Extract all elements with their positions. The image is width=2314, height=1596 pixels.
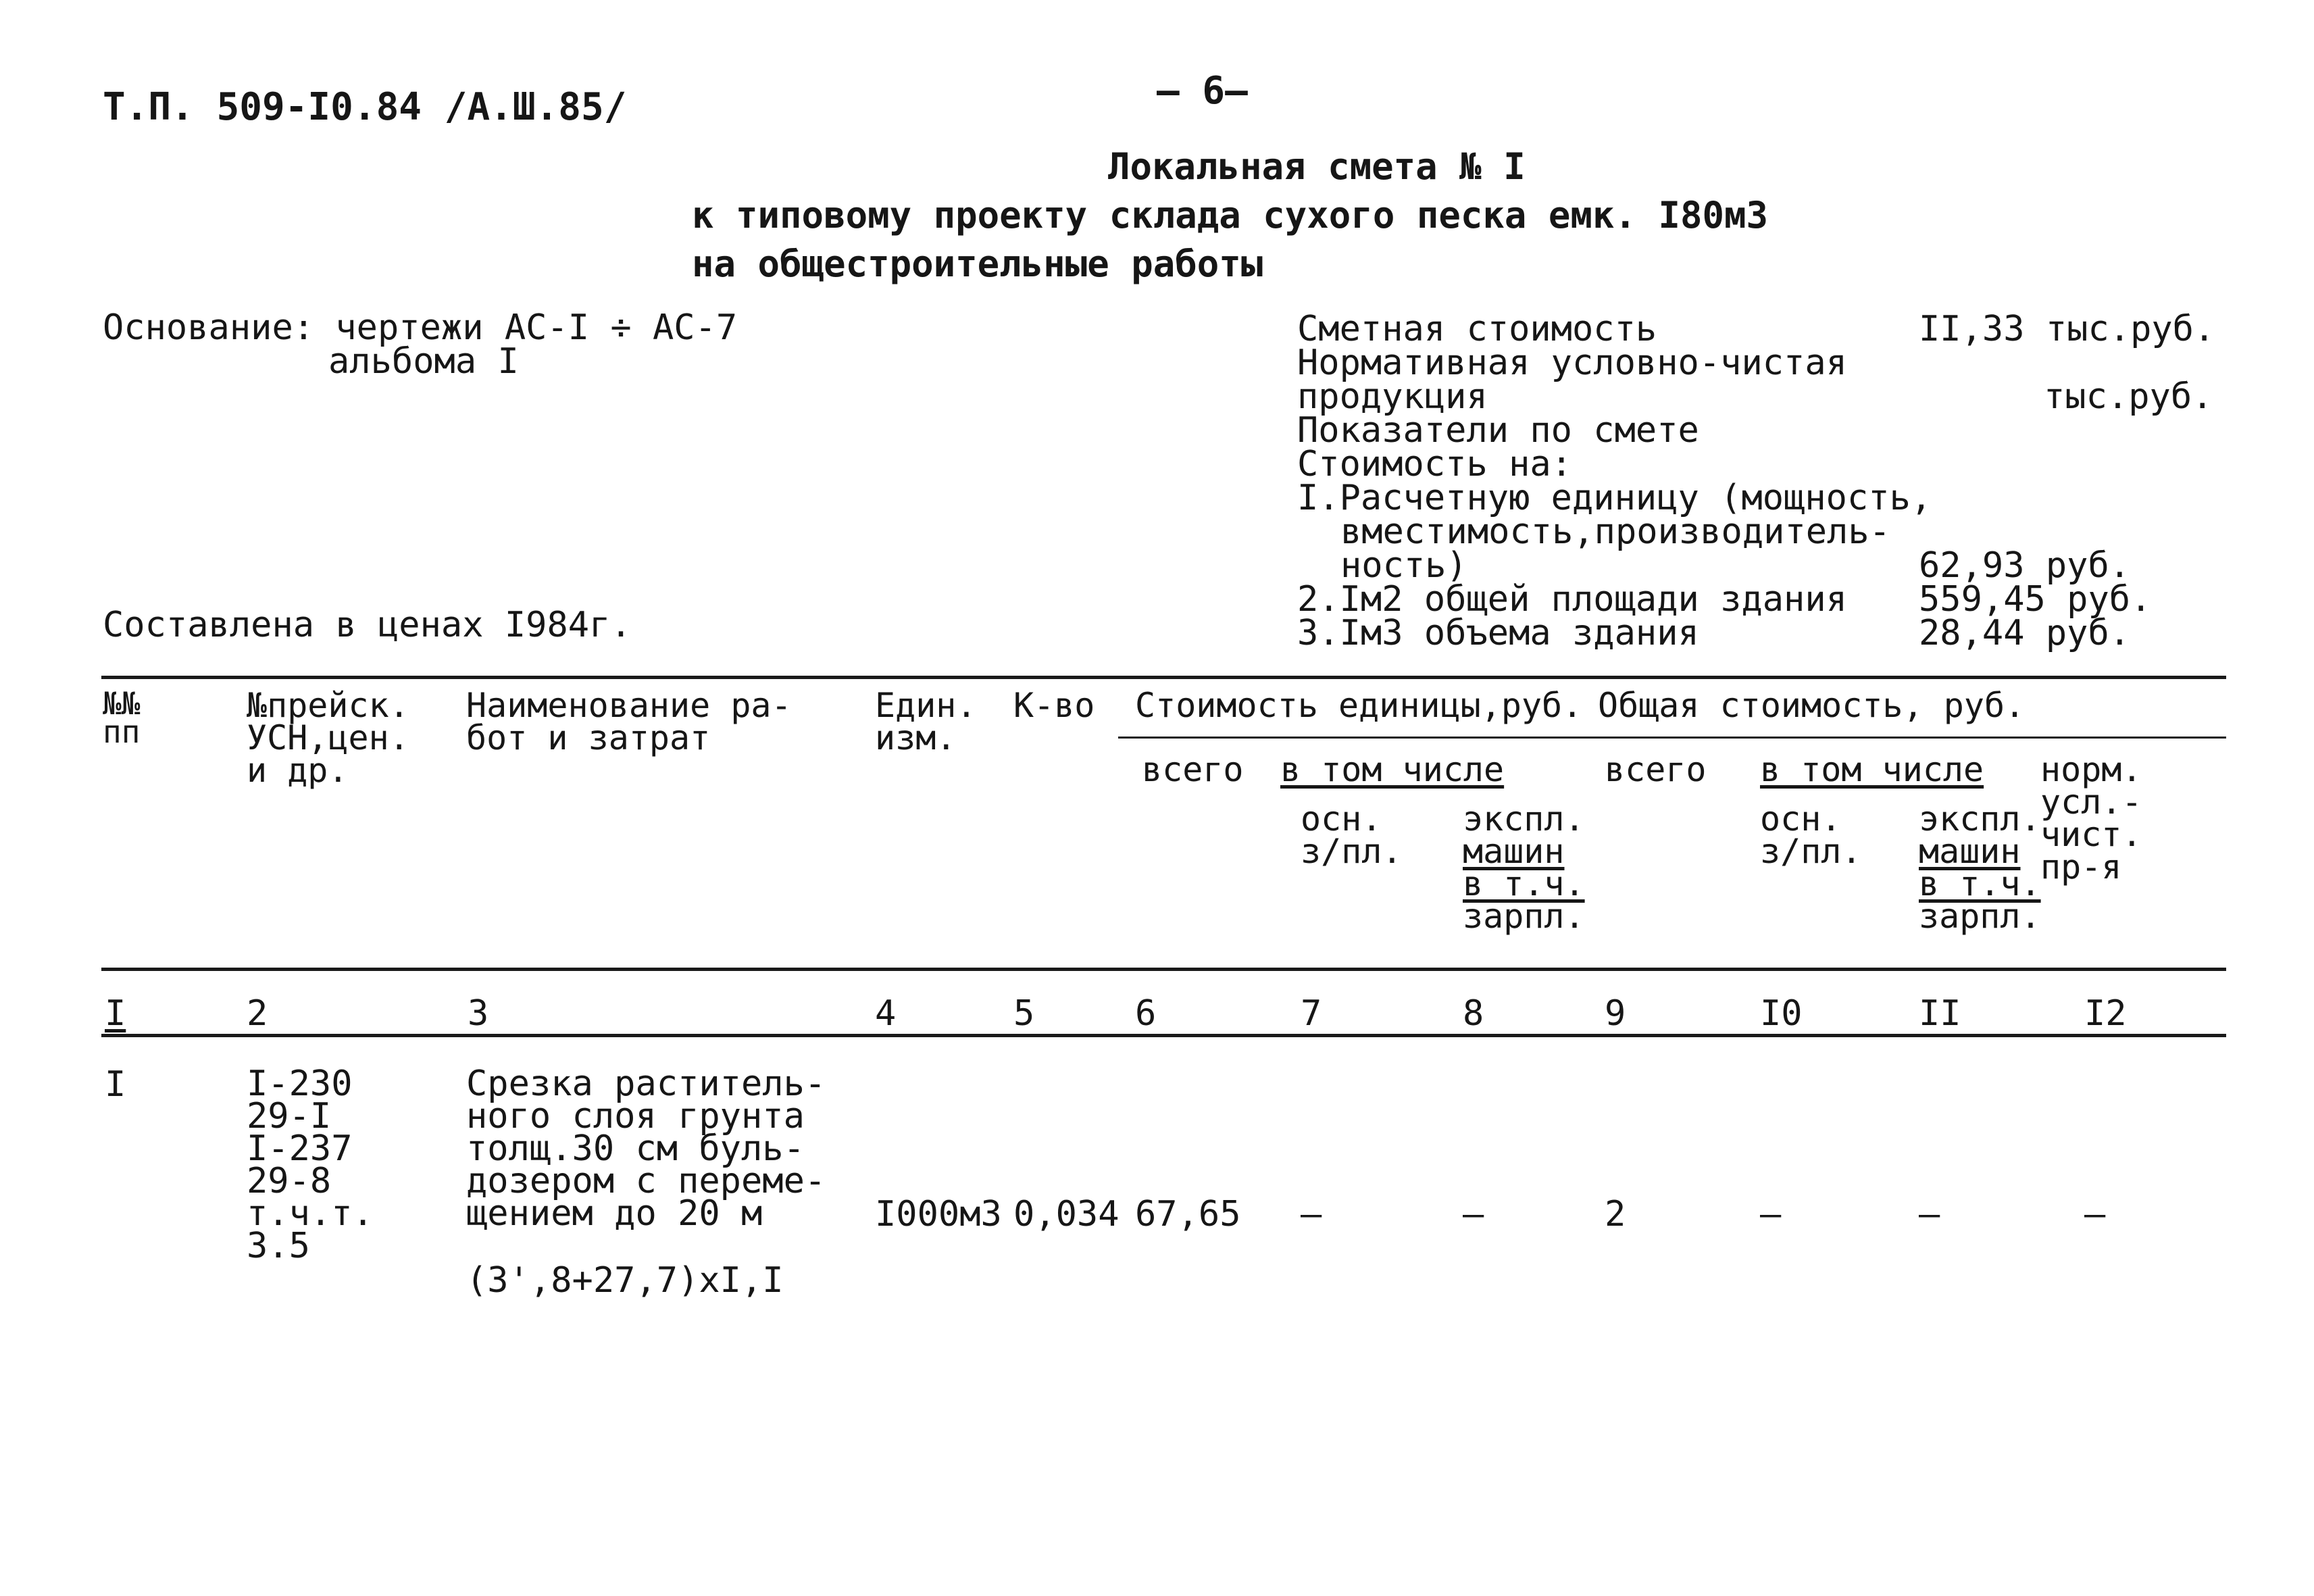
column-number-4: 4 (875, 993, 897, 1034)
row-unit-total: 67,65 (1135, 1194, 1241, 1235)
row-quantity: 0,034 (1013, 1194, 1120, 1235)
page-number: — 6— (1157, 69, 1248, 113)
indicator-1-line-2: вместимость,производитель- (1340, 512, 1890, 552)
header-work-name: Наименование ра- бот и затрат (466, 686, 792, 757)
column-number-10: I0 (1760, 993, 1803, 1034)
normative-label: Нормативная условно-чистая (1297, 343, 1847, 383)
row-total-machines: – (1919, 1194, 1940, 1235)
header-unit-cost-group: Стоимость единицы,руб. (1135, 686, 1583, 725)
basis-line-1: Основание: чертежи АС-I ÷ АС-7 (103, 307, 738, 348)
column-number-1: I (105, 993, 126, 1034)
row-normative: – (2084, 1194, 2106, 1235)
header-unit: Един. изм. (875, 686, 977, 757)
indicator-2-label: 2.Iм2 общей площади здания (1297, 579, 1847, 620)
header-total-machines-2: машин (1919, 832, 2021, 871)
basis-line-2: альбома I (328, 341, 519, 382)
estimated-cost-label: Сметная стоимость (1297, 309, 1657, 349)
row-unit-wage: – (1301, 1194, 1322, 1235)
row-total-wage: – (1760, 1194, 1782, 1235)
column-number-9: 9 (1605, 993, 1626, 1034)
cost-per-label: Стоимость на: (1297, 444, 1572, 484)
column-number-3: 3 (468, 993, 489, 1034)
header-unit-machines-2: машин (1463, 832, 1565, 871)
column-number-8: 8 (1463, 993, 1484, 1034)
indicator-1-line-3: ность) (1340, 545, 1467, 586)
header-quantity: К-во (1013, 686, 1095, 725)
column-number-5: 5 (1013, 993, 1035, 1034)
document-subtitle-2: на общестроительные работы (692, 243, 1263, 285)
indicator-2-value: 559,45 руб. (1919, 579, 2152, 620)
header-normative: норм. усл.- чист. пр-я (2040, 750, 2142, 887)
column-number-12: I2 (2084, 993, 2127, 1034)
document-code: Т.П. 509-I0.84 /А.Ш.85/ (103, 85, 627, 129)
header-unit-machines-3: в т.ч. (1463, 864, 1585, 903)
header-total-machines-3: в т.ч. (1919, 864, 2041, 903)
column-number-11: II (1919, 993, 1961, 1034)
indicators-label: Показатели по смете (1297, 410, 1699, 451)
row-number: I (105, 1064, 126, 1105)
indicator-3-label: 3.Iм3 объема здания (1297, 613, 1699, 653)
price-basis-note: Составлена в ценах I984г. (103, 605, 632, 645)
estimated-cost-value: II,33 тыс.руб. (1919, 309, 2215, 349)
header-total-machines: экспл. (1919, 799, 2041, 839)
header-bottom-rule (101, 968, 2226, 971)
header-price-reference: №прейск. УСН,цен. и др. (247, 686, 409, 790)
document-subtitle: к типовому проекту склада сухого песка емк. I80м3 (692, 194, 1769, 236)
header-unit-wage: осн. з/пл. (1301, 799, 1403, 871)
normative-value: тыс.руб. (2044, 376, 2213, 417)
header-unit-incl: в том числе (1280, 750, 1505, 789)
row-work-name: Срезка раститель- ного слоя грунта толщ.30 см буль- дозером с переме- щением до 20 м (466, 1064, 826, 1234)
row-price-reference: I-230 29-I I-237 29-8 т.ч.т. 3.5 (247, 1064, 374, 1266)
header-total-total: всего (1605, 750, 1707, 789)
column-number-7: 7 (1301, 993, 1322, 1034)
header-total-machines-4: зарпл. (1919, 897, 2041, 936)
indicator-1-line-1: I.Расчетную единицу (мощность, (1297, 478, 1932, 518)
row-unit: I000м3 (875, 1194, 1002, 1235)
table-top-rule (101, 676, 2226, 679)
indicator-3-value: 28,44 руб. (1919, 613, 2131, 653)
row-formula: (3',8+27,7)хI,I (466, 1260, 784, 1301)
column-numbers-rule (101, 1034, 2226, 1037)
column-number-2: 2 (247, 993, 268, 1034)
header-total-wage: осн. з/пл. (1760, 799, 1862, 871)
document-title: Локальная смета № I (1108, 145, 1526, 188)
header-row-number: №№ пп (103, 685, 141, 750)
header-total-cost-group: Общая стоимость, руб. (1598, 686, 2026, 725)
header-unit-total: всего (1142, 750, 1244, 789)
normative-label-2: продукция (1297, 376, 1488, 417)
header-total-incl: в том числе (1760, 750, 1984, 789)
column-number-6: 6 (1135, 993, 1157, 1034)
cost-group-rule (1118, 737, 2226, 739)
row-unit-machines: – (1463, 1194, 1484, 1235)
header-unit-machines-4: зарпл. (1463, 897, 1585, 936)
row-total: 2 (1605, 1194, 1626, 1235)
indicator-1-value: 62,93 руб. (1919, 545, 2131, 586)
header-unit-machines: экспл. (1463, 799, 1585, 839)
